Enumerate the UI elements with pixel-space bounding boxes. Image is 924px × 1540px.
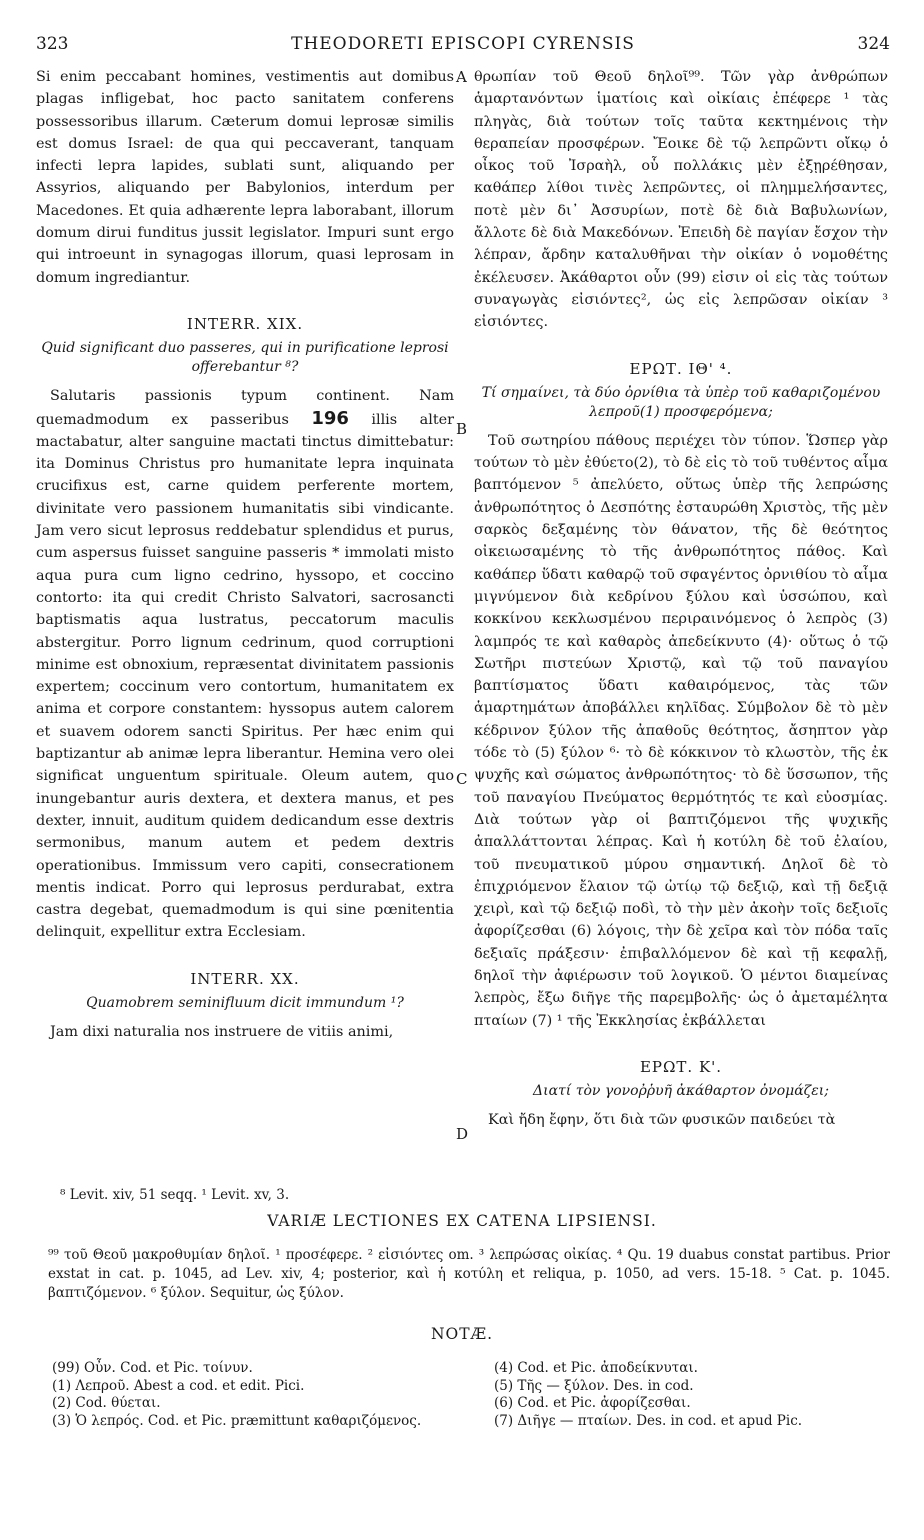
notae-heading: NOTÆ. — [430, 1325, 494, 1343]
note-item: (1) Λεπροῦ. Abest a cod. et edit. Pici. — [52, 1377, 305, 1394]
note-item: (99) Οὖν. Cod. et Pic. τοίνυν. — [52, 1360, 253, 1376]
running-title: THEODORETI EPISCOPI CYRENSIS — [291, 34, 635, 54]
latin-heading-interr-20: INTERR. XX. — [190, 969, 300, 988]
scripture-footnotes: ⁸ Levit. xiv, 51 seqq. ¹ Levit. xv, 3. — [60, 1187, 290, 1203]
note-item: (6) Cod. et Pic. ἀφορίζεσθαι. — [494, 1395, 691, 1411]
latin-paragraph-2b: illis alter mactabatur, alter sanguine mactati tinctus dimittebatur: ita Dominus Christus pro humanitate lepra inquinata crucifixus est, carne quidem perferente mortem, divinitate vero passionem humanitatis sibi vindicante. Jam vero sicut leprosus reddebatur splendidus et purus, cum aspersus fuisset sanguine passeris * immolati misto aqua pura cum ligno cedrino, hyssopo, et coccino contorto: ita qui credit Christo Salvatori, sacrosancti baptismatis aqua lustratus, peccatorum maculis abstergitur. Porro lignum cedrinum, quod corruptioni minime est obnoxium, repræsentat divinitatem passionis expertem; coccinum vero contortum, humanitatem ex anima et corpore constantem: hyssopus autem calorem et suavem odorem sancti Spiritus. Per hæc enim qui baptizantur ab animæ lepra liberantur. Hemina vero olei significat unguentum spirituale. Oleum autem, quo inungebantur auris dextera, et dextera manus, et pes dexter, innuit, auditum quidem dedicandum esse dextris sermonibus, manum autem et pedem dextris operationibus. Immissum vero capiti, consecrationem mentis indicat. Porro qui leprosus perdurabat, extra castra degebat, quemadmodum is qui sine pœnitentia delinquit, expellitur extra Ecclesiam. — [36, 411, 454, 941]
greek-paragraph-2: Τοῦ σωτηρίου πάθους περιέχει τὸν τύπον. Ὥσπερ γὰρ τούτων τὸ μὲν ἐθύετο(2), τὸ δὲ εἰς τὸ τοῦ τυθέντος αἷμα βαπτόμενον ⁵ ἀπελύετο, οὕτως ὑπὲρ τῆς λεπρώσης ἀνθρωπότητος ὁ Δεσπότης ἐσταυρώθη Χριστὸς, τῆς μὲν σαρκὸς δεξαμένης τὸν θάνατον, τῆς δὲ θεότητος οἰκειωσαμένης τὸ τῆς ἀνθρωπότητος πάθος. Καὶ καθάπερ ὕδατι καθαρῷ τοῦ σφαγέντος ὀρνιθίου τὸ αἷμα μιγνύμενον διὰ κεδρίνου ξύλου καὶ ὑσσώπου, καὶ κοκκίνου κεκλωσμένου περιραινόμενος ὁ λεπρὸς (3) λαμπρός τε καὶ καθαρὸς ἀπεδείκνυτο (4)· οὕτως ὁ τῷ Σωτῆρι πιστεύων Χριστῷ, καὶ τῷ τοῦ παναγίου βαπτίσματος ὕδατι καθαιρόμενος, τὰς τῶν ἁμαρτημάτων ἀποβάλλει κηλῖδας. Σύμβολον δὲ τὸ μὲν κέδρινον ξύλον τῆς ἀπαθοῦς θεότητος, ἄσηπτον γὰρ τόδε τὸ (5) ξύλον ⁶· τὸ δὲ κόκκινον τὸ κλωστὸν, τῆς ἐκ ψυχῆς καὶ σώματος ἀνθρωπότητος· τὸ δὲ ὕσσωπον, τῆς τοῦ παναγίου Πνεύματος θερμότητός τε καὶ εὐοσμίας. Διὰ τούτων γὰρ οἱ βαπτιζόμενοι τῆς ψυχικῆς ἀπαλλάττονται λέπρας. Καὶ ἡ κοτύλη δὲ τοῦ ἐλαίου, τοῦ πνευματικοῦ μύρου σημαντική. Δηλοῖ δὲ τὸ ἐπιχριόμενον ἔλαιον τῷ ὠτίῳ τῷ δεξιῷ, καὶ τῇ δεξιᾷ χειρὶ, καὶ τῷ δεξιῷ ποδὶ, τὸ τὴν μὲν ἀκοὴν τοῖς δεξιοῖς ἀφορίζεσθαι (6) λόγοις, τὴν δὲ χεῖρα καὶ τὸν πόδα ταῖς δεξιαῖς πράξεσιν· ἐπιβαλλόμενον δὲ καὶ τῇ κεφαλῇ, δηλοῖ τὴν ἀφιέρωσιν τοῦ λογικοῦ. Ὁ μέντοι διαμείνας λεπρὸς, ἔξω διῆγε τῆς παρεμβολῆς· ὡς ὁ ἀμεταμέλητα πταίων (7) ¹ τῆς Ἐκκλησίας ἐκβάλλεται — [474, 432, 888, 1029]
variae-lectiones-heading: VARIÆ LECTIONES EX CATENA LIPSIENSI. — [267, 1212, 657, 1230]
greek-column — [474, 66, 888, 1131]
variae-lectiones-text — [48, 1246, 890, 1303]
notes-right-column — [494, 1360, 894, 1430]
greek-paragraph-1: θρωπίαν τοῦ Θεοῦ δηλοῖ⁹⁹. Τῶν γὰρ ἀνθρώπων ἁμαρτανόντων ἱματίοις καὶ οἰκίαις ἐπέφερε ¹ τὰς πληγὰς, διὰ τούτων τοῖς ταῦτα κεκτημένοις τὴν θεραπείαν προσφέρων. Ἔοικε δὲ τῷ λεπρῶντι οἴκῳ ὁ οἶκος τοῦ Ἰσραὴλ, οὗ πολλάκις μὲν ἐξῃρέθησαν, καθάπερ λίθοι τινὲς λεπρῶντες, οἱ πλημμελήσαντες, ποτὲ μὲν δι᾽ Ἀσσυρίων, ποτὲ δὲ διὰ Βαβυλωνίων, ἄλλοτε δὲ διὰ Μακεδόνων. Ἐπειδὴ δὲ παγίαν ἔσχον τὴν λέπραν, ἄρδην καταλυθῆναι τὴν οἰκίαν ὁ νομοθέτης ἐκέλευσεν. Ἀκάθαρτοι οὖν (99) εἰσιν οἱ εἰς τὰς τούτων συναγωγὰς εἰσιόντες², ὡς εἰς λεπρῶσαν οἰκίαν ³ εἰσιόντες. — [474, 69, 888, 331]
latin-paragraph-3: Jam dixi naturalia nos instruere de vitiis animi, — [50, 1023, 394, 1040]
margin-letter-a: A — [456, 68, 467, 86]
margin-letter-b: B — [456, 420, 468, 438]
notes-left-column — [52, 1360, 472, 1430]
latin-paragraph-1: Si enim peccabant homines, vestimentis aut domibus plagas infligebat, hoc pacto sanitatem conferens possessoribus illarum. Cæterum domui leprosæ similis est domus Israel: de qua qui peccaverant, tanquam infecti lepra lapides, sublati sunt, aliquando per Assyrios, aliquando per Babylonios, interdum per Macedones. Et quia adhærente lepra laborabant, illorum domum dirui funditus jussit legislator. Impuri sunt ergo qui introeunt in synagogas illorum, quasi leprosam in domum ingrediantur. — [36, 69, 454, 286]
latin-paragraph-2 — [36, 385, 454, 943]
note-item: (4) Cod. et Pic. ἀποδείκνυται. — [494, 1360, 698, 1376]
greek-paragraph-3: Καὶ ἤδη ἔφην, ὅτι διὰ τῶν φυσικῶν παιδεύει τὰ — [488, 1112, 836, 1129]
greek-question-20: Διατί τὸν γονοῤῥυῆ ἀκάθαρτον ὀνομάζει; — [533, 1083, 829, 1100]
column-number-196: 196 — [311, 407, 349, 429]
latin-question-19: Quid significant duo passeres, qui in purificatione leprosi offerebantur ⁸? — [41, 340, 449, 376]
page-number-left: 323 — [36, 34, 69, 54]
latin-heading-interr-19: INTERR. XIX. — [186, 314, 304, 333]
greek-heading-erot-20: ΕΡΩΤ. Κ'. — [639, 1057, 723, 1076]
note-item: (3) Ὁ λεπρός. Cod. et Pic. præmittunt καθαριζόμενος. — [52, 1412, 422, 1429]
variae-lectiones-paragraph: ⁹⁹ τοῦ Θεοῦ μακροθυμίαν δηλοῖ. ¹ προσέφερε. ² εἰσιόντες om. ³ λεπρώσας οἰκίας. ⁴ Qu. 19 duabus constat partibus. Prior exstat in cat. p. 1045, ad Lev. xiv, 4; posterior, καὶ ἡ κοτύλη et reliqua, p. 1050, ad vers. 15-18. ⁵ Cat. p. 1045. βαπτιζόμενον. ⁶ ξύλον. Sequitur, ὡς ξύλον. — [48, 1247, 890, 1301]
greek-heading-erot-19: ΕΡΩΤ. ΙΘ' ⁴. — [629, 359, 733, 378]
note-item: (7) Διῆγε — πταίων. Des. in cod. et apud Pic. — [494, 1412, 803, 1429]
greek-question-19: Τί σημαίνει, τὰ δύο ὀρνίθια τὰ ὑπὲρ τοῦ καθαριζομένου λεπροῦ(1) προσφερόμενα; — [481, 384, 881, 420]
latin-paragraph-2a: Salutaris passionis typum continent. Nam quemadmodum ex passeribus — [36, 388, 454, 428]
latin-question-20: Quamobrem seminifluum dicit immundum ¹? — [86, 994, 404, 1011]
running-header — [36, 34, 890, 58]
page-number-right: 324 — [857, 34, 890, 54]
margin-letter-d: D — [456, 1125, 469, 1143]
latin-column — [36, 66, 454, 1043]
margin-letter-c: C — [456, 770, 468, 788]
note-item: (5) Τῆς — ξύλον. Des. in cod. — [494, 1377, 694, 1394]
note-item: (2) Cod. θύεται. — [52, 1395, 161, 1411]
